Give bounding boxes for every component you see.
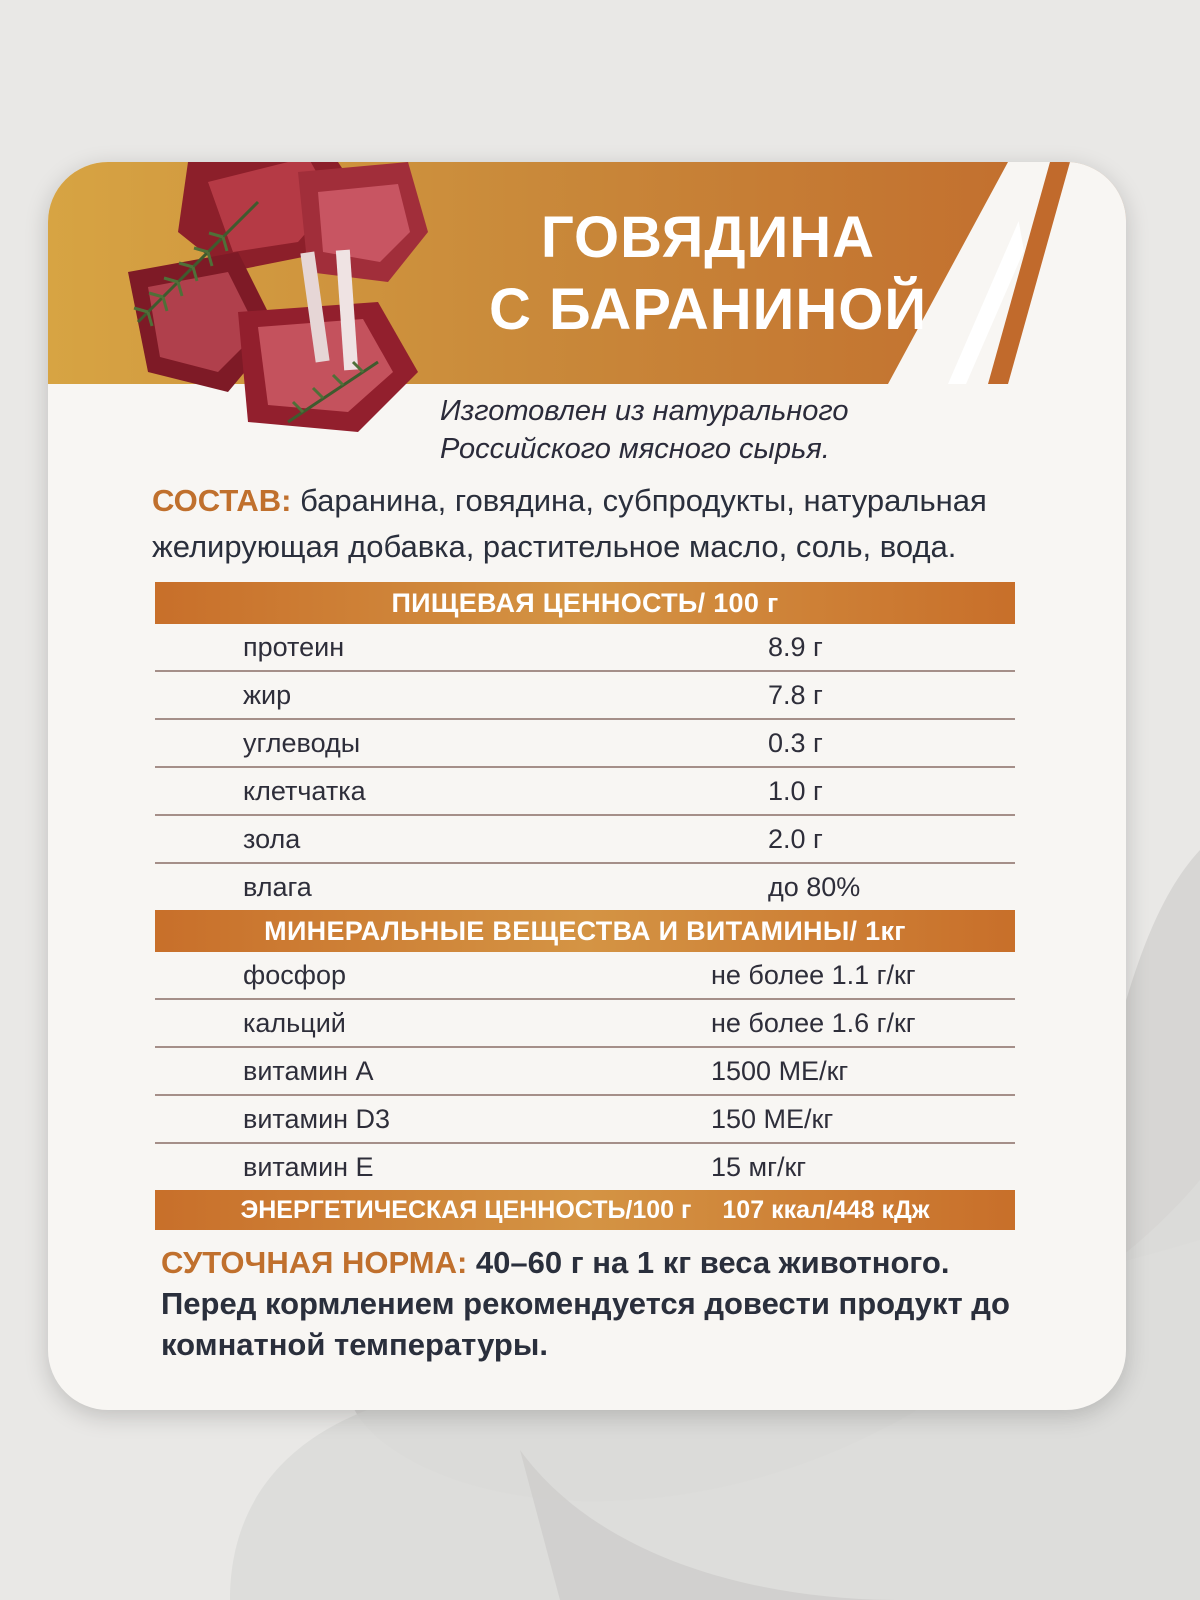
origin-line-2: Российского мясного сырья.	[440, 433, 830, 465]
table-row	[155, 816, 1015, 864]
row-name: фосфор	[243, 960, 346, 990]
row-name: витамин А	[243, 1056, 374, 1086]
row-value: 7.8 г	[768, 680, 823, 710]
row-name: зола	[243, 824, 301, 854]
meat-photo-icon	[118, 162, 448, 452]
row-value: 8.9 г	[768, 632, 823, 662]
table-row	[155, 952, 1015, 1000]
table-row	[155, 1000, 1015, 1048]
table-row	[155, 768, 1015, 816]
table-row	[155, 624, 1015, 672]
composition	[152, 478, 1052, 570]
row-name: кальций	[243, 1008, 346, 1038]
composition-text: баранина, говядина, субпродукты, натуральная желирующая добавка, растительное масло, соль, вода.	[152, 483, 987, 564]
row-value: до 80%	[768, 872, 861, 902]
row-value: 1.0 г	[768, 776, 823, 806]
title-line-1: ГОВЯДИНА	[540, 205, 876, 270]
table-row	[155, 672, 1015, 720]
table-row	[155, 864, 1015, 910]
row-value: не более 1.6 г/кг	[711, 1008, 916, 1038]
table-row	[155, 720, 1015, 768]
table-row	[155, 1096, 1015, 1144]
product-title	[428, 202, 988, 346]
energy-value: 107 ккал/448 кДж	[722, 1196, 930, 1224]
title-line-2: С БАРАНИНОЙ	[488, 277, 928, 342]
row-value: 0.3 г	[768, 728, 823, 758]
daily-label: СУТОЧНАЯ НОРМА:	[161, 1245, 468, 1280]
origin-note	[440, 392, 940, 468]
nutrition-header: ПИЩЕВАЯ ЦЕННОСТЬ/ 100 г	[155, 582, 1015, 624]
row-value: 15 мг/кг	[711, 1152, 807, 1182]
row-name: влага	[243, 872, 312, 902]
table-row	[155, 1144, 1015, 1190]
table-row	[155, 1048, 1015, 1096]
row-name: углеводы	[243, 728, 361, 758]
row-name: жир	[243, 680, 292, 710]
row-value: 1500 МЕ/кг	[711, 1056, 849, 1086]
daily-norm	[161, 1242, 1041, 1365]
composition-label: СОСТАВ:	[152, 483, 292, 518]
row-value: 2.0 г	[768, 824, 823, 854]
minerals-header: МИНЕРАЛЬНЫЕ ВЕЩЕСТВА И ВИТАМИНЫ/ 1кг	[155, 910, 1015, 952]
row-name: витамин D3	[243, 1104, 391, 1134]
daily-text: 40–60 г на 1 кг веса животного. Перед кормлением рекомендуется довести продукт до комнатной температуры.	[161, 1245, 1010, 1362]
row-name: протеин	[243, 632, 345, 662]
row-name: витамин Е	[243, 1152, 374, 1182]
nutrition-table	[155, 582, 1015, 1230]
energy-label: ЭНЕРГЕТИЧЕСКАЯ ЦЕННОСТЬ/100 г	[240, 1196, 692, 1224]
origin-line-1: Изготовлен из натурального	[440, 395, 849, 427]
row-value: не более 1.1 г/кг	[711, 960, 916, 990]
row-name: клетчатка	[243, 776, 366, 806]
product-card	[48, 162, 1126, 1410]
energy-bar	[155, 1190, 1015, 1230]
row-value: 150 МЕ/кг	[711, 1104, 834, 1134]
